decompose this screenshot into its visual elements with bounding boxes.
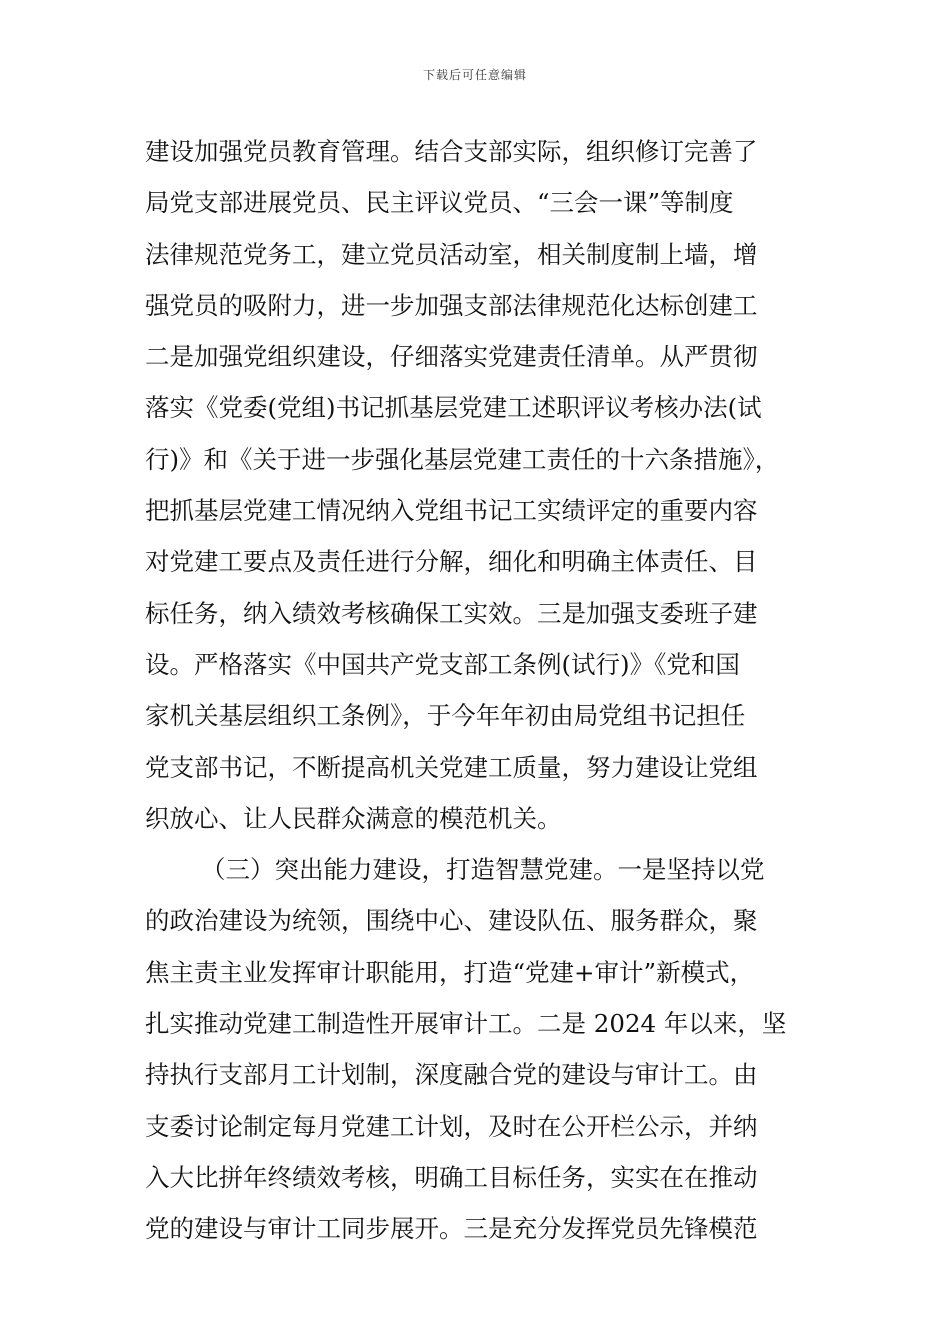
text-line: 的政治建设为统领，围绕中心、建设队伍、服务群众，聚 <box>145 906 758 936</box>
paragraph-start-line: （三）突出能力建设，打造智慧党建。一是坚持以党 <box>201 855 765 885</box>
text-line: 法律规范党务工，建立党员活动室，相关制度制上墙，增 <box>145 239 758 269</box>
document-body <box>145 126 825 1255</box>
text-line: 设。严格落实《中国共产党支部工条例(试行)》《党和国 <box>145 649 740 679</box>
text-line: 扎实推动党建工制造性开展审计工。二是 2024 年以来，坚 <box>145 1009 787 1039</box>
text-line: 党的建设与审计工同步展开。三是充分发挥党员先锋模范 <box>145 1214 758 1244</box>
text-line: 党支部书记，不断提高机关党建工质量，努力建设让党组 <box>145 752 758 782</box>
text-line: 建设加强党员教育管理。结合支部实际，组织修订完善了 <box>145 137 758 166</box>
text-line: 入大比拼年终绩效考核，明确工目标任务，实实在在推动 <box>145 1162 758 1192</box>
text-line: 织放心、让人民群众满意的模范机关。 <box>145 803 562 833</box>
text-line: 支委讨论制定每月党建工计划，及时在公开栏公示，并纳 <box>145 1111 758 1141</box>
text-line: 行)》和《关于进一步强化基层党建工责任的十六条措施》， <box>145 444 780 474</box>
text-line: 局党支部进展党员、民主评议党员、“三会一课”等制度 <box>145 188 734 218</box>
text-line: 持执行支部月工计划制，深度融合党的建设与审计工。由 <box>145 1060 758 1090</box>
page-header: 下载后可任意编辑 <box>422 68 527 82</box>
text-line: 把抓基层党建工情况纳入党组书记工实绩评定的重要内容 <box>145 496 758 526</box>
text-line: 焦主责主业发挥审计职能用，打造“党建+审计”新模式， <box>145 957 755 987</box>
text-line: 落实《党委(党组)书记抓基层党建工述职评议考核办法(试 <box>145 393 762 423</box>
text-line: 二是加强党组织建设，仔细落实党建责任清单。从严贯彻 <box>145 342 758 372</box>
text-line: 标任务，纳入绩效考核确保工实效。三是加强支委班子建 <box>145 598 758 628</box>
text-line: 强党员的吸附力，进一步加强支部法律规范化达标创建工 <box>145 290 758 320</box>
text-line: 家机关基层组织工条例》，于今年年初由局党组书记担任 <box>145 701 746 731</box>
text-line: 对党建工要点及责任进行分解，细化和明确主体责任、目 <box>145 547 758 577</box>
